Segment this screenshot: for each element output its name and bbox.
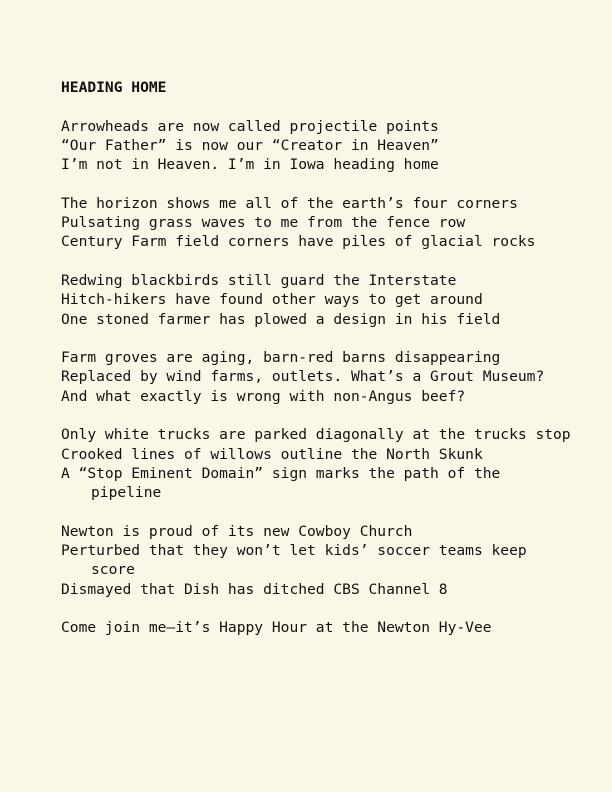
poem-line: Redwing blackbirds still guard the Interstate bbox=[61, 271, 457, 289]
stanza-2 bbox=[61, 194, 571, 252]
poem-line: Replaced by wind farms, outlets. What’s a Grout Museum? bbox=[61, 368, 545, 386]
stanza-1 bbox=[61, 117, 571, 175]
poem-line: Only white trucks are parked diagonally at the trucks stop bbox=[61, 426, 571, 444]
poem-line: Perturbed that they won’t let kids’ soccer teams keep score bbox=[61, 542, 527, 579]
poem-line: Come join me—it’s Happy Hour at the Newton Hy-Vee bbox=[61, 619, 492, 637]
poem-line: The horizon shows me all of the earth’s four corners bbox=[61, 194, 518, 212]
stanza-4 bbox=[61, 348, 571, 406]
poem-line: And what exactly is wrong with non-Angus beef? bbox=[61, 387, 466, 405]
stanza-3 bbox=[61, 271, 571, 329]
stanza-5 bbox=[61, 425, 571, 502]
poem-line: Hitch-hikers have found other ways to get around bbox=[61, 291, 483, 309]
poem-line: One stoned farmer has plowed a design in his field bbox=[61, 310, 501, 328]
poem-line: “Our Father” is now our “Creator in Heaven” bbox=[61, 136, 439, 154]
poem-line: A “Stop Eminent Domain” sign marks the path of the pipeline bbox=[61, 464, 501, 502]
poem-line: Newton is proud of its new Cowboy Church bbox=[61, 522, 413, 540]
poem-line: Arrowheads are now called projectile points bbox=[61, 117, 439, 135]
poem-title: HEADING HOME bbox=[61, 79, 167, 96]
stanza-6 bbox=[61, 522, 571, 599]
stanza-7 bbox=[61, 618, 571, 637]
poem bbox=[61, 78, 571, 638]
poem-line: Pulsating grass waves to me from the fence row bbox=[61, 214, 466, 232]
poem-line: I’m not in Heaven. I’m in Iowa heading home bbox=[61, 156, 439, 174]
poem-line: Dismayed that Dish has ditched CBS Channel 8 bbox=[61, 580, 448, 598]
poem-line: Farm groves are aging, barn-red barns disappearing bbox=[61, 349, 501, 367]
poem-line: Century Farm field corners have piles of glacial rocks bbox=[61, 233, 536, 251]
poem-line: Crooked lines of willows outline the North Skunk bbox=[61, 445, 483, 463]
